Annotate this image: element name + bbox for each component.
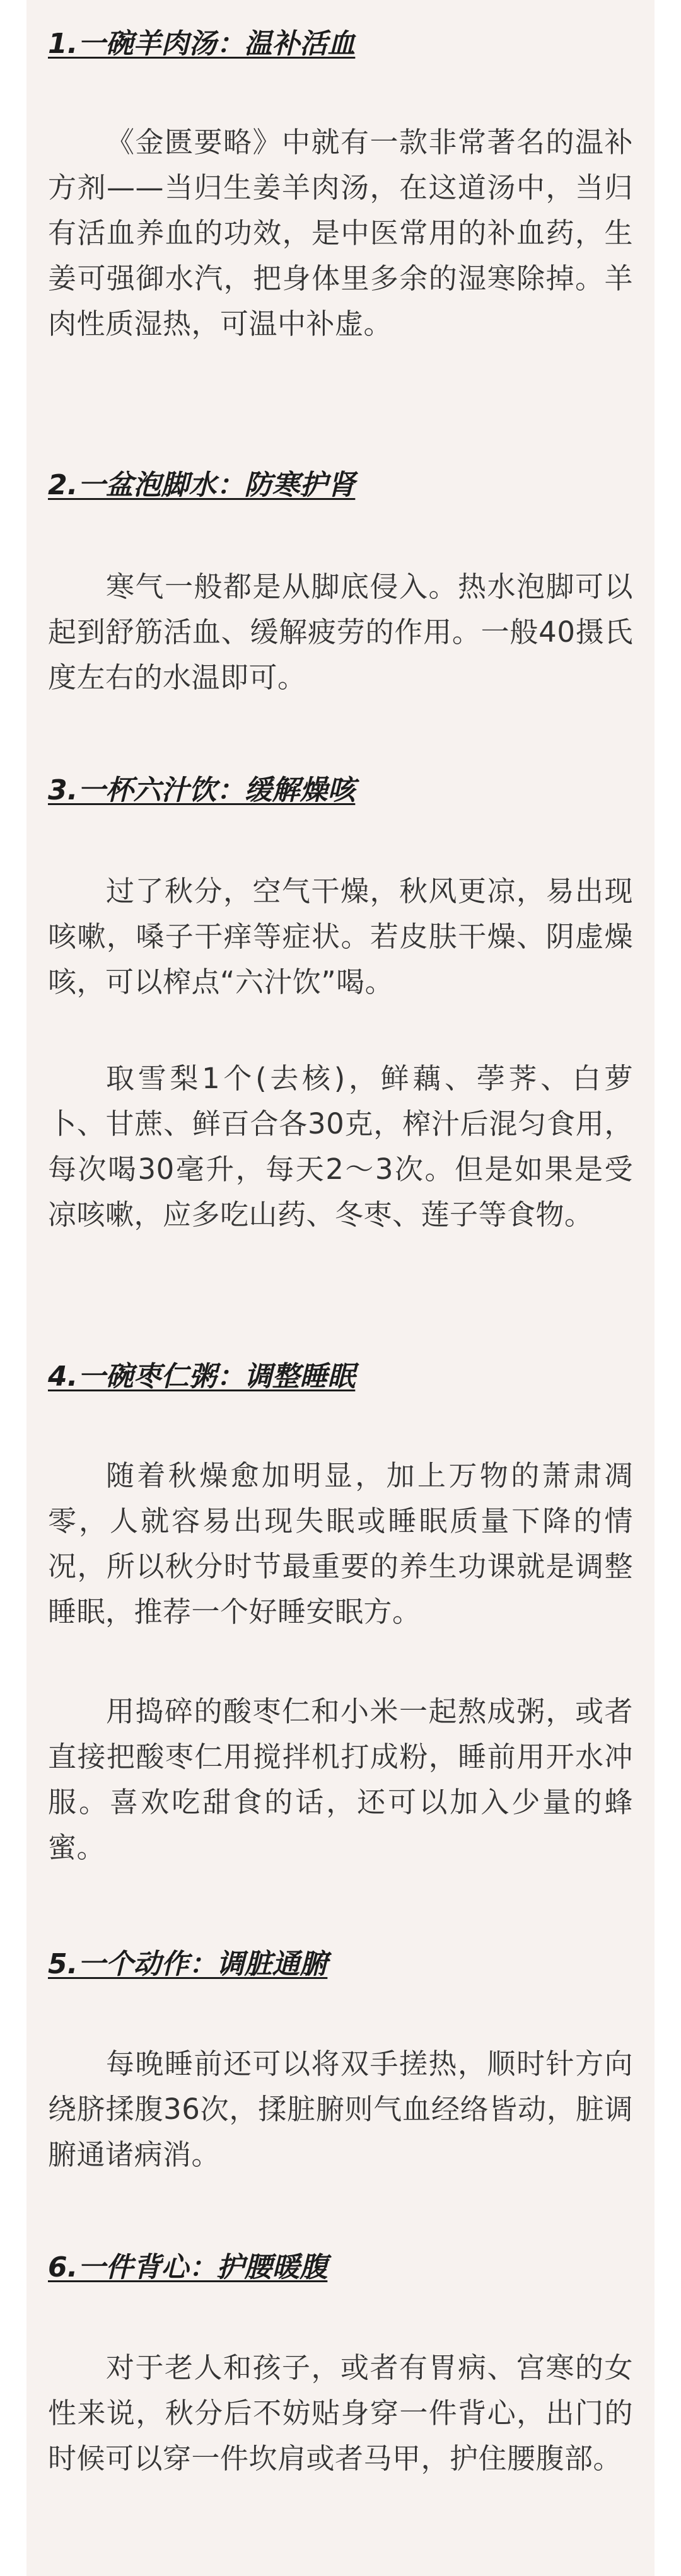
section-foot-bath-body [48, 564, 633, 700]
section-six-juice-body-1 [48, 869, 633, 1005]
article-panel [26, 0, 655, 2576]
section-heading: 1.一碗羊肉汤：温补活血 [48, 28, 356, 60]
section-vest-body [48, 2345, 633, 2481]
section-abdomen-massage [48, 1947, 633, 1982]
section-heading: 6.一件背心：护腰暖腹 [48, 2251, 328, 2283]
section-heading: 2.一盆泡脚水：防寒护肾 [48, 469, 356, 501]
paragraph: 对于老人和孩子，或者有胃病、宫寒的女性来说，秋分后不妨贴身穿一件背心，出门的时候可以穿一件坎肩或者马甲，护住腰腹部。 [48, 2351, 633, 2475]
paragraph: 随着秋燥愈加明显，加上万物的萧肃凋零，人就容易出现失眠或睡眠质量下降的情况，所以秋分时节最重要的养生功课就是调整睡眠，推荐一个好睡安眠方。 [48, 1459, 633, 1628]
section-heading: 5.一个动作：调脏通腑 [48, 1948, 328, 1980]
paragraph: 过了秋分，空气干燥，秋风更凉，易出现咳嗽，嗓子干痒等症状。若皮肤干燥、阴虚燥咳，可以榨点“六汁饮”喝。 [48, 874, 633, 999]
paragraph: 取雪梨1个(去核)，鲜藕、荸荠、白萝卜、甘蔗、鲜百合各30克，榨汁后混匀食用，每次喝30毫升，每天2～3次。但是如果是受凉咳嗽，应多吃山药、冬枣、莲子等食物。 [48, 1062, 633, 1231]
paragraph: 《金匮要略》中就有一款非常著名的温补方剂——当归生姜羊肉汤，在这道汤中，当归有活血养血的功效，是中医常用的补血药，生姜可强御水汽，把身体里多余的湿寒除掉。羊肉性质湿热，可温中补虚。 [48, 125, 633, 340]
section-vest [48, 2250, 633, 2285]
section-heading: 4.一碗枣仁粥：调整睡眠 [48, 1361, 356, 1393]
section-abdomen-massage-body [48, 2041, 633, 2178]
paragraph: 用捣碎的酸枣仁和小米一起熬成粥，或者直接把酸枣仁用搅拌机打成粉，睡前用开水冲服。喜欢吃甜食的话，还可以加入少量的蜂蜜。 [48, 1695, 633, 1864]
section-six-juice [48, 773, 633, 808]
paragraph: 每晚睡前还可以将双手搓热，顺时针方向绕脐揉腹36次，揉脏腑则气血经络皆动，脏调腑通诸病消。 [48, 2047, 633, 2171]
section-heading: 3.一杯六汁饮：缓解燥咳 [48, 774, 356, 806]
section-jujube-porridge-body-1 [48, 1453, 633, 1635]
section-lamb-soup-body [48, 120, 633, 347]
section-jujube-porridge-body-2 [48, 1689, 633, 1871]
section-jujube-porridge [48, 1359, 633, 1395]
section-lamb-soup [48, 26, 633, 62]
section-foot-bath [48, 468, 633, 503]
section-six-juice-body-2 [48, 1056, 633, 1238]
paragraph: 寒气一般都是从脚底侵入。热水泡脚可以起到舒筋活血、缓解疲劳的作用。一般40摄氏度左右的水温即可。 [48, 570, 633, 694]
